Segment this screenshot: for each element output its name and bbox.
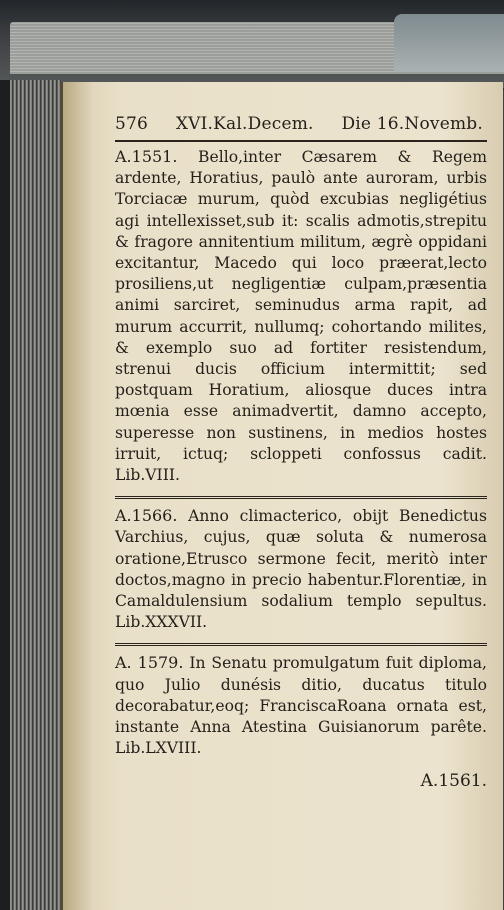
book-spine-shadow	[0, 80, 10, 910]
entry-1579	[115, 652, 487, 759]
entry-text: In Senatu promulgatum fuit diploma, quo Julio dunésis ditio, ducatus titulo decorabatur,eoq; FranciscaRoana ornata est, instante Anna Atestina Guisianorum parête.	[115, 654, 488, 737]
entry-reference: Lib.VIII.	[115, 466, 180, 485]
running-title: XVI.Kal.Decem.	[175, 114, 314, 134]
running-header	[115, 114, 483, 134]
page-content	[115, 114, 491, 791]
entry-divider	[115, 643, 487, 646]
entry-text: Anno climacterico, obijt Benedictus Varchius, cujus, quæ soluta & numerosa oratione,Etrusco sermone fecit, meritò inter doctos,magno in precio habentur.Florentiæ, in Camaldulensium sodalium templo sepultus.	[115, 507, 487, 611]
header-rule	[115, 140, 487, 142]
entry-reference: Lib.LXVIII.	[115, 739, 202, 758]
entry-year: A. 1579.	[115, 653, 184, 673]
entry-year: A.1551.	[115, 147, 178, 166]
book-side-pages	[0, 80, 62, 910]
page-number: 576	[115, 114, 149, 134]
entry-reference: Lib.XXXVII.	[115, 613, 208, 632]
book-top-edge	[0, 0, 504, 88]
entry-text: Bello,inter Cæsarem & Regem ardente, Horatius, paulò ante auroram, urbis Torciacæ murum, quòd excubias negligétius agi intellexisset,sub it: scalis admotis,strepitu & fragore annitentium militum, ægrè oppidani excitantur, Macedo qui loco præerat,lecto prosiliens,ut negligentiæ culpam,præsentia animi sarciret, seminudus arma rapit, ad murum accurrit, nullumq; cohortando milites, & exemplo suo ad fortiter resistendum, strenui ducis officium intermittit; sed postquam Horatium, aliosque duces intra mœnia esse animadvertit, damno accepto, superesse non sustinens, in medios hostes irruit, ictuq; scloppeti confossus cadit.	[115, 148, 487, 463]
entry-divider	[115, 496, 487, 499]
book-page	[60, 82, 503, 910]
book-cover-corner	[394, 14, 504, 72]
entry-1566	[115, 505, 487, 633]
catchword: A.1561.	[420, 771, 487, 792]
day-label: Die 16.Novemb.	[341, 114, 483, 134]
entry-year: A.1566.	[115, 506, 178, 526]
entry-1551	[115, 146, 487, 486]
